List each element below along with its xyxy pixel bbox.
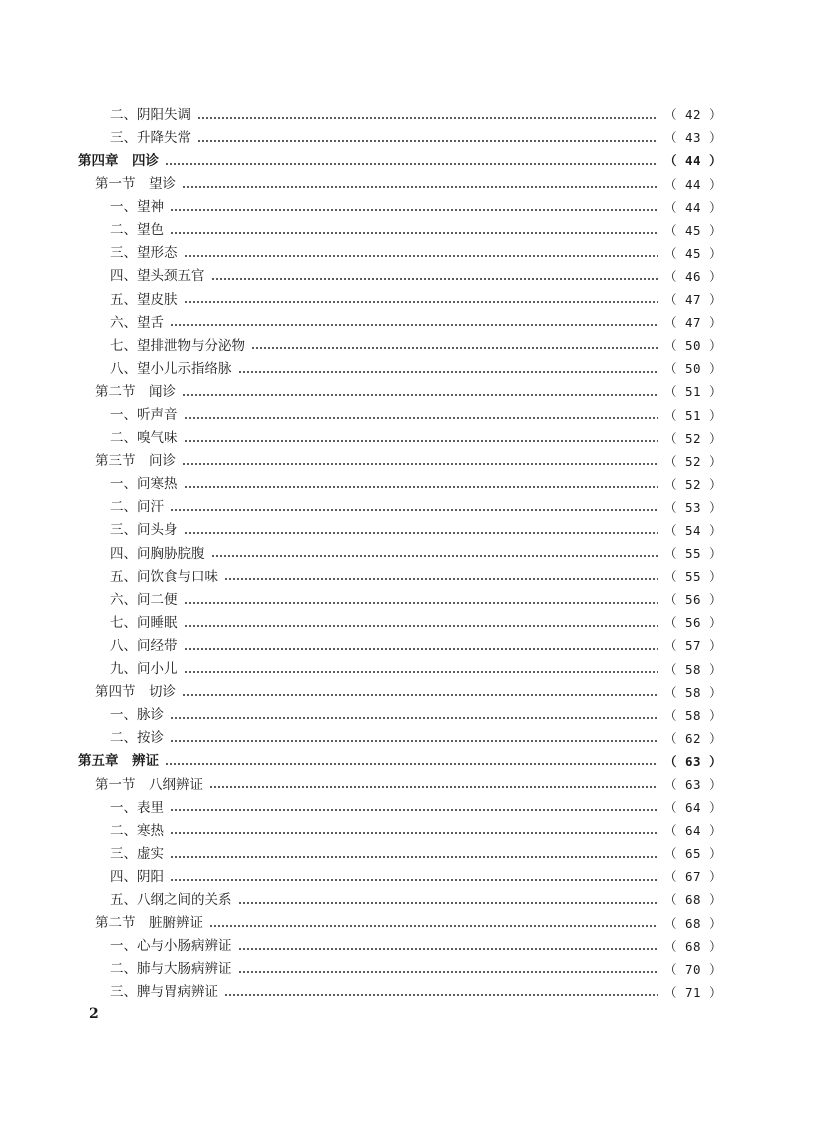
toc-entry-title: 第一节 八纲辨证 — [95, 776, 203, 793]
toc-entry-title: 第四节 切诊 — [95, 684, 176, 701]
toc-entry-page: （ 68 ） — [664, 938, 723, 954]
dot-leader — [184, 671, 659, 673]
toc-entry-title: 一、脉诊 — [110, 707, 164, 724]
dot-leader — [182, 463, 658, 465]
toc-entry-title: 二、肺与大肠病辨证 — [110, 961, 232, 978]
dot-leader — [197, 140, 658, 142]
toc-entry-page: （ 51 ） — [664, 384, 723, 400]
toc-entry-page: （ 67 ） — [664, 869, 723, 885]
dot-leader — [184, 255, 659, 257]
dot-leader — [251, 347, 658, 349]
toc-item — [78, 196, 723, 219]
toc-entry-page: （ 43 ） — [664, 130, 723, 146]
toc-entry-page: （ 63 ） — [664, 777, 723, 793]
toc-entry-page: （ 44 ） — [664, 199, 723, 215]
dot-leader — [170, 324, 658, 326]
dot-leader — [170, 740, 658, 742]
dot-leader — [170, 717, 658, 719]
toc-item — [78, 704, 723, 727]
dot-leader — [170, 879, 658, 881]
toc-entry-title: 五、问饮食与口味 — [110, 568, 218, 585]
toc-entry-title: 二、望色 — [110, 222, 164, 239]
table-of-contents — [78, 104, 723, 1005]
toc-entry-title: 四、阴阳 — [110, 868, 164, 885]
toc-item — [78, 289, 723, 312]
toc-entry-page: （ 52 ） — [664, 430, 723, 446]
toc-entry-title: 四、问胸胁脘腹 — [110, 545, 205, 562]
toc-chapter — [78, 751, 723, 774]
toc-section — [78, 381, 723, 404]
toc-entry-page: （ 47 ） — [664, 292, 723, 308]
toc-item — [78, 797, 723, 820]
toc-entry-page: （ 64 ） — [664, 823, 723, 839]
dot-leader — [209, 925, 658, 927]
toc-entry-title: 第二节 闻诊 — [95, 383, 176, 400]
dot-leader — [184, 301, 659, 303]
toc-item — [78, 497, 723, 520]
toc-entry-page: （ 44 ） — [664, 153, 723, 169]
toc-item — [78, 335, 723, 358]
toc-item — [78, 589, 723, 612]
toc-entry-page: （ 63 ） — [664, 753, 723, 769]
dot-leader — [209, 786, 658, 788]
toc-entry-page: （ 56 ） — [664, 615, 723, 631]
toc-entry-title: 第二节 脏腑辨证 — [95, 915, 203, 932]
toc-entry-title: 一、听声音 — [110, 407, 178, 424]
toc-entry-page: （ 68 ） — [664, 892, 723, 908]
toc-item — [78, 266, 723, 289]
toc-entry-page: （ 70 ） — [664, 961, 723, 977]
toc-entry-page: （ 57 ） — [664, 638, 723, 654]
dot-leader — [170, 832, 658, 834]
toc-entry-title: 三、虚实 — [110, 845, 164, 862]
toc-entry-page: （ 52 ） — [664, 453, 723, 469]
toc-entry-title: 七、望排泄物与分泌物 — [110, 337, 245, 354]
toc-entry-page: （ 45 ） — [664, 245, 723, 261]
dot-leader — [184, 417, 659, 419]
dot-leader — [184, 602, 659, 604]
dot-leader — [182, 694, 658, 696]
toc-entry-page: （ 50 ） — [664, 338, 723, 354]
toc-entry-title: 三、问头身 — [110, 522, 178, 539]
toc-item — [78, 635, 723, 658]
dot-leader — [211, 555, 659, 557]
toc-entry-title: 七、问睡眠 — [110, 614, 178, 631]
dot-leader — [224, 578, 658, 580]
toc-item — [78, 889, 723, 912]
toc-item — [78, 427, 723, 450]
toc-entry-title: 第四章 四诊 — [78, 152, 159, 169]
toc-item — [78, 474, 723, 497]
dot-leader — [170, 509, 658, 511]
toc-item — [78, 935, 723, 958]
page-number: 2 — [89, 1006, 99, 1022]
toc-item — [78, 820, 723, 843]
toc-item — [78, 612, 723, 635]
toc-entry-title: 一、表里 — [110, 799, 164, 816]
toc-item — [78, 958, 723, 981]
toc-item — [78, 358, 723, 381]
toc-entry-title: 第一节 望诊 — [95, 176, 176, 193]
toc-item — [78, 866, 723, 889]
toc-item — [78, 520, 723, 543]
toc-entry-page: （ 45 ） — [664, 222, 723, 238]
dot-leader — [238, 948, 659, 950]
toc-entry-page: （ 68 ） — [664, 915, 723, 931]
toc-entry-page: （ 42 ） — [664, 107, 723, 123]
toc-entry-title: 六、望舌 — [110, 314, 164, 331]
toc-entry-page: （ 54 ） — [664, 522, 723, 538]
toc-entry-title: 三、脾与胃病辨证 — [110, 984, 218, 1001]
toc-entry-title: 第五章 辨证 — [78, 753, 159, 770]
toc-entry-title: 五、八纲之间的关系 — [110, 891, 232, 908]
dot-leader — [170, 209, 658, 211]
toc-entry-page: （ 62 ） — [664, 730, 723, 746]
toc-entry-page: （ 58 ） — [664, 684, 723, 700]
toc-entry-title: 二、阴阳失调 — [110, 106, 191, 123]
toc-entry-page: （ 55 ） — [664, 569, 723, 585]
dot-leader — [184, 625, 659, 627]
toc-item — [78, 728, 723, 751]
dot-leader — [184, 532, 659, 534]
toc-item — [78, 843, 723, 866]
toc-entry-title: 二、问汗 — [110, 499, 164, 516]
toc-entry-page: （ 58 ） — [664, 661, 723, 677]
toc-item — [78, 219, 723, 242]
toc-entry-title: 六、问二便 — [110, 591, 178, 608]
toc-item — [78, 543, 723, 566]
toc-section — [78, 912, 723, 935]
toc-entry-page: （ 71 ） — [664, 984, 723, 1000]
toc-entry-page: （ 64 ） — [664, 800, 723, 816]
toc-item — [78, 658, 723, 681]
toc-entry-title: 四、望头颈五官 — [110, 268, 205, 285]
toc-chapter — [78, 150, 723, 173]
toc-item — [78, 104, 723, 127]
toc-entry-title: 二、嗅气味 — [110, 430, 178, 447]
toc-entry-title: 九、问小儿 — [110, 661, 178, 678]
toc-item — [78, 243, 723, 266]
toc-entry-title: 二、寒热 — [110, 822, 164, 839]
toc-entry-page: （ 46 ） — [664, 268, 723, 284]
toc-entry-page: （ 65 ） — [664, 846, 723, 862]
toc-entry-title: 第三节 问诊 — [95, 453, 176, 470]
dot-leader — [184, 440, 659, 442]
dot-leader — [224, 994, 658, 996]
toc-entry-title: 一、心与小肠病辨证 — [110, 938, 232, 955]
toc-section — [78, 173, 723, 196]
dot-leader — [238, 902, 659, 904]
dot-leader — [184, 648, 659, 650]
toc-section — [78, 774, 723, 797]
toc-entry-title: 三、升降失常 — [110, 129, 191, 146]
toc-entry-title: 一、望神 — [110, 199, 164, 216]
toc-entry-page: （ 51 ） — [664, 407, 723, 423]
dot-leader — [211, 278, 659, 280]
dot-leader — [170, 856, 658, 858]
dot-leader — [170, 232, 658, 234]
toc-entry-title: 三、望形态 — [110, 245, 178, 262]
toc-entry-page: （ 55 ） — [664, 546, 723, 562]
dot-leader — [184, 486, 659, 488]
toc-entry-page: （ 58 ） — [664, 707, 723, 723]
dot-leader — [238, 371, 659, 373]
dot-leader — [238, 971, 659, 973]
toc-entry-page: （ 44 ） — [664, 176, 723, 192]
toc-entry-page: （ 56 ） — [664, 592, 723, 608]
dot-leader — [170, 809, 658, 811]
dot-leader — [165, 763, 658, 765]
dot-leader — [182, 186, 658, 188]
toc-section — [78, 681, 723, 704]
toc-entry-page: （ 53 ） — [664, 499, 723, 515]
toc-item — [78, 982, 723, 1005]
toc-entry-title: 五、望皮肤 — [110, 291, 178, 308]
toc-entry-page: （ 52 ） — [664, 476, 723, 492]
dot-leader — [197, 117, 658, 119]
toc-item — [78, 404, 723, 427]
toc-entry-page: （ 50 ） — [664, 361, 723, 377]
toc-entry-page: （ 47 ） — [664, 315, 723, 331]
toc-entry-title: 二、按诊 — [110, 730, 164, 747]
dot-leader — [182, 394, 658, 396]
toc-item — [78, 566, 723, 589]
toc-entry-title: 八、问经带 — [110, 637, 178, 654]
toc-item — [78, 312, 723, 335]
dot-leader — [165, 163, 658, 165]
toc-item — [78, 127, 723, 150]
toc-entry-title: 一、问寒热 — [110, 476, 178, 493]
toc-entry-title: 八、望小儿示指络脉 — [110, 360, 232, 377]
toc-section — [78, 450, 723, 473]
